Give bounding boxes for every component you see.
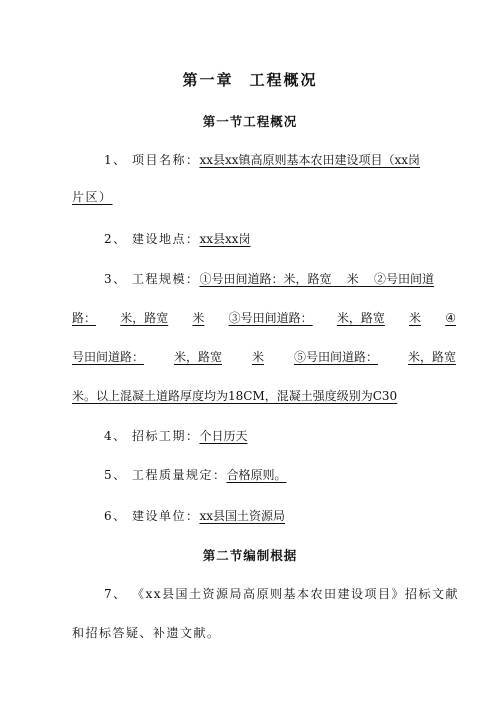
chapter-number: 第一章: [182, 71, 234, 89]
item-label: 3、 工程规模：: [104, 272, 200, 286]
item-quality-requirement: [104, 467, 286, 483]
item-label: 5、 工程质量规定：: [104, 468, 227, 482]
item-project-scale: [104, 271, 434, 287]
item-value: xx县xx镇高原则基本农田建设项目（xx岗: [199, 153, 421, 167]
scale-text: 米: [409, 311, 422, 325]
item-project-name: [104, 152, 420, 168]
item-value: xx县国土资源局: [199, 509, 285, 523]
scale-line-4: [72, 388, 397, 404]
section-title-overview: 第一节工程概况: [202, 114, 298, 129]
item-construction-unit: [104, 508, 285, 524]
scale-road-2: ②号田间道: [374, 272, 435, 286]
section-title-basis: 第二节编制根据: [202, 548, 298, 563]
scale-summary: 米。以上混凝土道路厚度均为18CM，混凝土强度级别为C30: [72, 389, 398, 403]
item-value: 合格原则。: [226, 468, 287, 482]
scale-text: 路：: [72, 311, 97, 325]
scale-road-3: ③号田间道路：: [228, 311, 313, 325]
scale-road-1: ①号田间道路：米，路宽: [199, 272, 332, 286]
chapter-title: [0, 69, 500, 90]
item-label: 4、 招标工期：: [104, 429, 200, 443]
scale-text: 米，路宽: [336, 311, 385, 325]
item-label: 1、 项目名称：: [104, 153, 200, 167]
item-project-name-cont: [72, 189, 113, 205]
scale-text: 米: [192, 311, 205, 325]
scale-road-5: ⑤号田间道路：: [293, 350, 378, 364]
item-value: xx县xx岗: [199, 232, 251, 246]
scale-road-4: ④: [445, 311, 456, 325]
item-construction-site: [104, 231, 251, 247]
item-value: 个日历天: [199, 429, 248, 443]
scale-unit: 米: [346, 272, 359, 286]
scale-line-2: [72, 310, 456, 326]
item-label: 6、 建设单位：: [104, 509, 200, 523]
item-value: 片区）: [72, 190, 113, 204]
scale-text: 号田间道路：: [72, 350, 145, 364]
scale-text: 米，路宽: [173, 350, 222, 364]
scale-text: 米: [251, 350, 264, 364]
chapter-name: 工程概况: [249, 71, 318, 89]
item-bid-period: [104, 428, 247, 444]
scale-text: 米，路宽: [407, 350, 456, 364]
scale-text: 米，路宽: [120, 311, 169, 325]
item-label: 2、 建设地点：: [104, 232, 200, 246]
item-basis-cont: 和招标答疑、补遗文献。: [72, 626, 221, 640]
scale-line-3: [72, 349, 456, 365]
item-basis: 7、 《xx县国土资源局高原则基本农田建设项目》招标文献: [104, 587, 459, 601]
